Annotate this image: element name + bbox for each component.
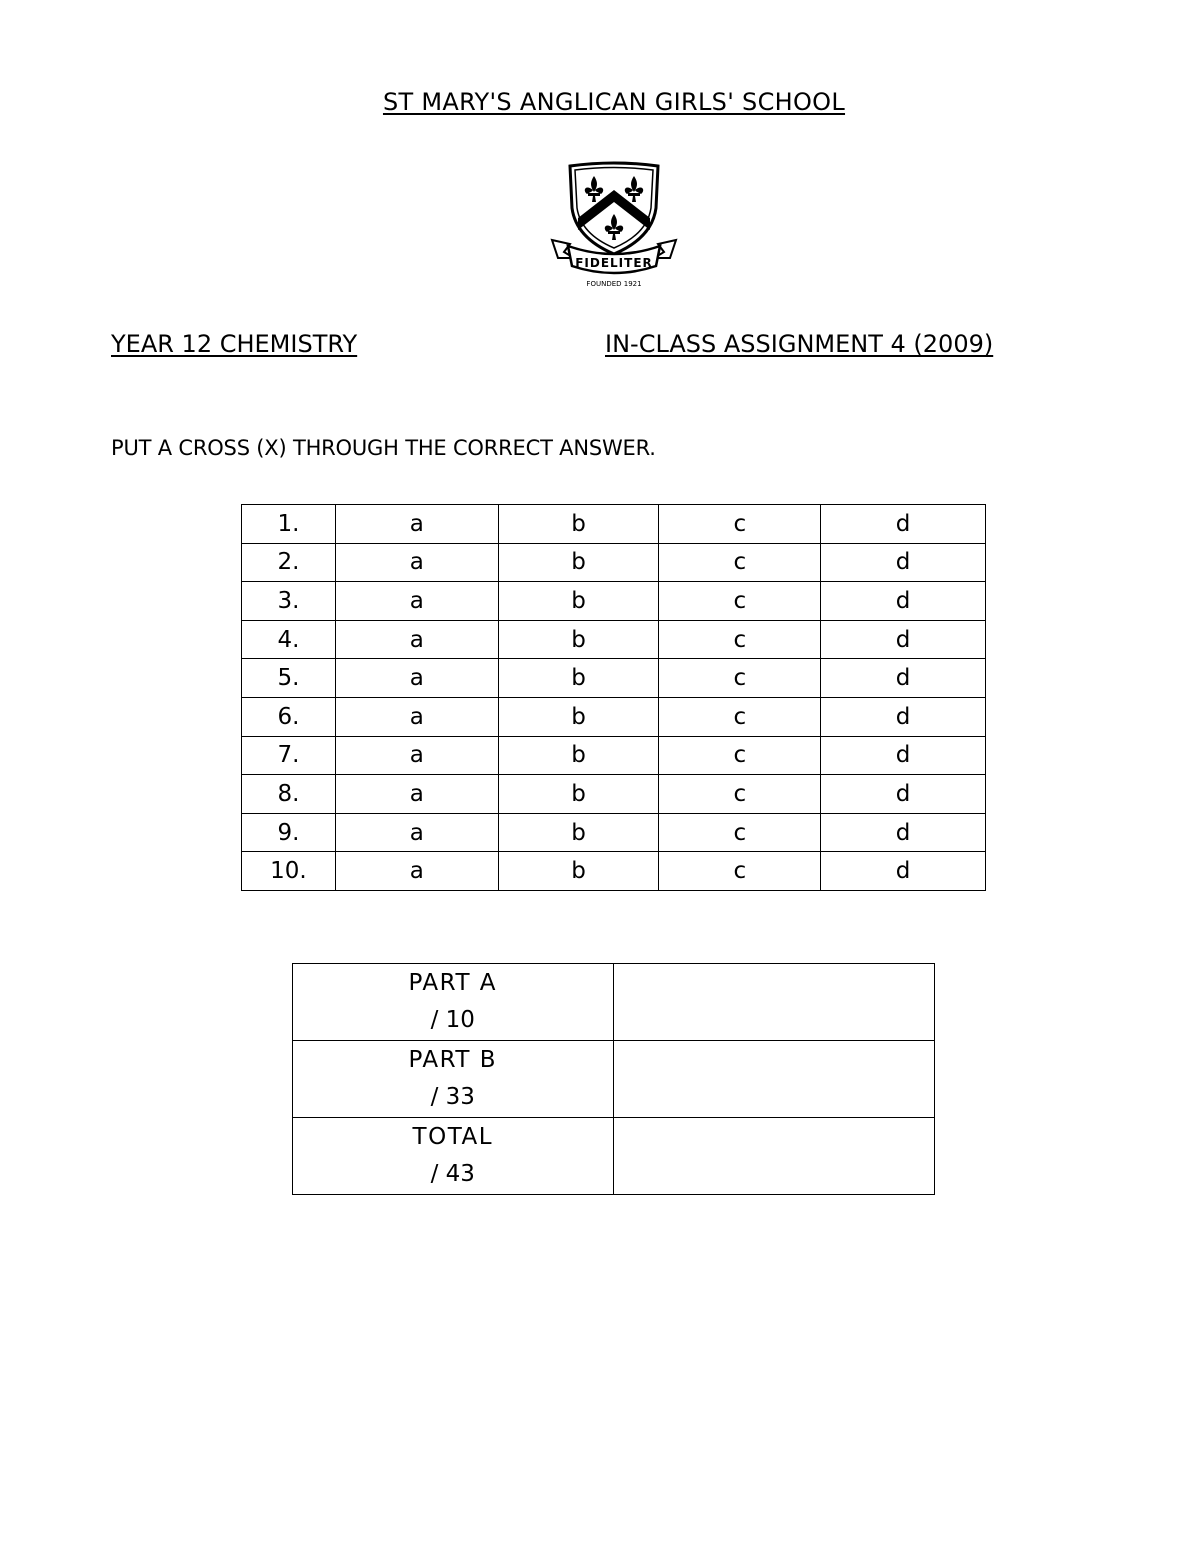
answer-grid bbox=[241, 504, 986, 891]
question-number: 7. bbox=[242, 736, 336, 775]
score-table bbox=[292, 963, 935, 1195]
answer-row bbox=[242, 505, 986, 544]
score-label: PART B bbox=[408, 1047, 498, 1073]
answer-row bbox=[242, 543, 986, 582]
score-label: TOTAL bbox=[412, 1124, 494, 1150]
score-entry-cell[interactable] bbox=[613, 1041, 934, 1118]
answer-option-c[interactable]: c bbox=[659, 697, 821, 736]
answer-option-d[interactable]: d bbox=[821, 505, 986, 544]
answer-option-a[interactable]: a bbox=[335, 582, 498, 621]
question-number: 5. bbox=[242, 659, 336, 698]
answer-option-a[interactable]: a bbox=[335, 697, 498, 736]
answer-row bbox=[242, 852, 986, 891]
score-label-cell bbox=[293, 1118, 614, 1195]
answer-option-c[interactable]: c bbox=[659, 505, 821, 544]
answer-option-d[interactable]: d bbox=[821, 775, 986, 814]
answer-option-b[interactable]: b bbox=[498, 659, 659, 698]
answer-option-a[interactable]: a bbox=[335, 620, 498, 659]
score-max: / 43 bbox=[430, 1161, 475, 1187]
answer-option-d[interactable]: d bbox=[821, 659, 986, 698]
svg-text:FOUNDED 1921: FOUNDED 1921 bbox=[586, 280, 642, 288]
question-number: 9. bbox=[242, 813, 336, 852]
school-crest-logo bbox=[548, 158, 680, 290]
answer-row bbox=[242, 736, 986, 775]
answer-option-c[interactable]: c bbox=[659, 813, 821, 852]
question-number: 10. bbox=[242, 852, 336, 891]
score-label-cell bbox=[293, 1041, 614, 1118]
question-number: 4. bbox=[242, 620, 336, 659]
question-number: 2. bbox=[242, 543, 336, 582]
answer-option-d[interactable]: d bbox=[821, 813, 986, 852]
score-max: / 33 bbox=[430, 1084, 475, 1110]
answer-option-c[interactable]: c bbox=[659, 736, 821, 775]
subject-heading: YEAR 12 CHEMISTRY bbox=[111, 330, 358, 358]
score-entry-cell[interactable] bbox=[613, 1118, 934, 1195]
answer-option-c[interactable]: c bbox=[659, 852, 821, 891]
answer-row bbox=[242, 659, 986, 698]
answer-option-d[interactable]: d bbox=[821, 582, 986, 621]
question-number: 1. bbox=[242, 505, 336, 544]
question-number: 3. bbox=[242, 582, 336, 621]
score-label: PART A bbox=[408, 970, 498, 996]
answer-option-a[interactable]: a bbox=[335, 736, 498, 775]
answer-option-c[interactable]: c bbox=[659, 775, 821, 814]
answer-option-a[interactable]: a bbox=[335, 505, 498, 544]
assignment-heading: IN-CLASS ASSIGNMENT 4 (2009) bbox=[605, 330, 994, 358]
svg-text:FIDELITER: FIDELITER bbox=[575, 256, 653, 270]
answer-option-a[interactable]: a bbox=[335, 659, 498, 698]
answer-option-a[interactable]: a bbox=[335, 543, 498, 582]
answer-option-d[interactable]: d bbox=[821, 543, 986, 582]
score-row bbox=[293, 1118, 935, 1195]
crest-shield-icon bbox=[548, 158, 680, 290]
answer-option-b[interactable]: b bbox=[498, 852, 659, 891]
answer-row bbox=[242, 813, 986, 852]
question-number: 6. bbox=[242, 697, 336, 736]
answer-row bbox=[242, 582, 986, 621]
answer-option-d[interactable]: d bbox=[821, 852, 986, 891]
answer-option-b[interactable]: b bbox=[498, 620, 659, 659]
answer-option-d[interactable]: d bbox=[821, 736, 986, 775]
answer-option-b[interactable]: b bbox=[498, 697, 659, 736]
answer-option-c[interactable]: c bbox=[659, 582, 821, 621]
answer-option-c[interactable]: c bbox=[659, 659, 821, 698]
instruction-text: PUT A CROSS (X) THROUGH THE CORRECT ANSWER. bbox=[111, 436, 656, 460]
score-label-cell bbox=[293, 964, 614, 1041]
answer-option-a[interactable]: a bbox=[335, 852, 498, 891]
question-number: 8. bbox=[242, 775, 336, 814]
answer-option-b[interactable]: b bbox=[498, 813, 659, 852]
answer-option-c[interactable]: c bbox=[659, 620, 821, 659]
score-row bbox=[293, 964, 935, 1041]
answer-option-b[interactable]: b bbox=[498, 736, 659, 775]
answer-option-b[interactable]: b bbox=[498, 775, 659, 814]
answer-row bbox=[242, 620, 986, 659]
score-entry-cell[interactable] bbox=[613, 964, 934, 1041]
answer-option-d[interactable]: d bbox=[821, 697, 986, 736]
answer-row bbox=[242, 697, 986, 736]
answer-option-b[interactable]: b bbox=[498, 543, 659, 582]
score-row bbox=[293, 1041, 935, 1118]
answer-option-d[interactable]: d bbox=[821, 620, 986, 659]
score-max: / 10 bbox=[430, 1007, 475, 1033]
answer-row bbox=[242, 775, 986, 814]
answer-option-c[interactable]: c bbox=[659, 543, 821, 582]
answer-option-a[interactable]: a bbox=[335, 813, 498, 852]
school-title: ST MARY'S ANGLICAN GIRLS' SCHOOL bbox=[382, 88, 846, 116]
answer-option-b[interactable]: b bbox=[498, 505, 659, 544]
answer-option-a[interactable]: a bbox=[335, 775, 498, 814]
answer-option-b[interactable]: b bbox=[498, 582, 659, 621]
